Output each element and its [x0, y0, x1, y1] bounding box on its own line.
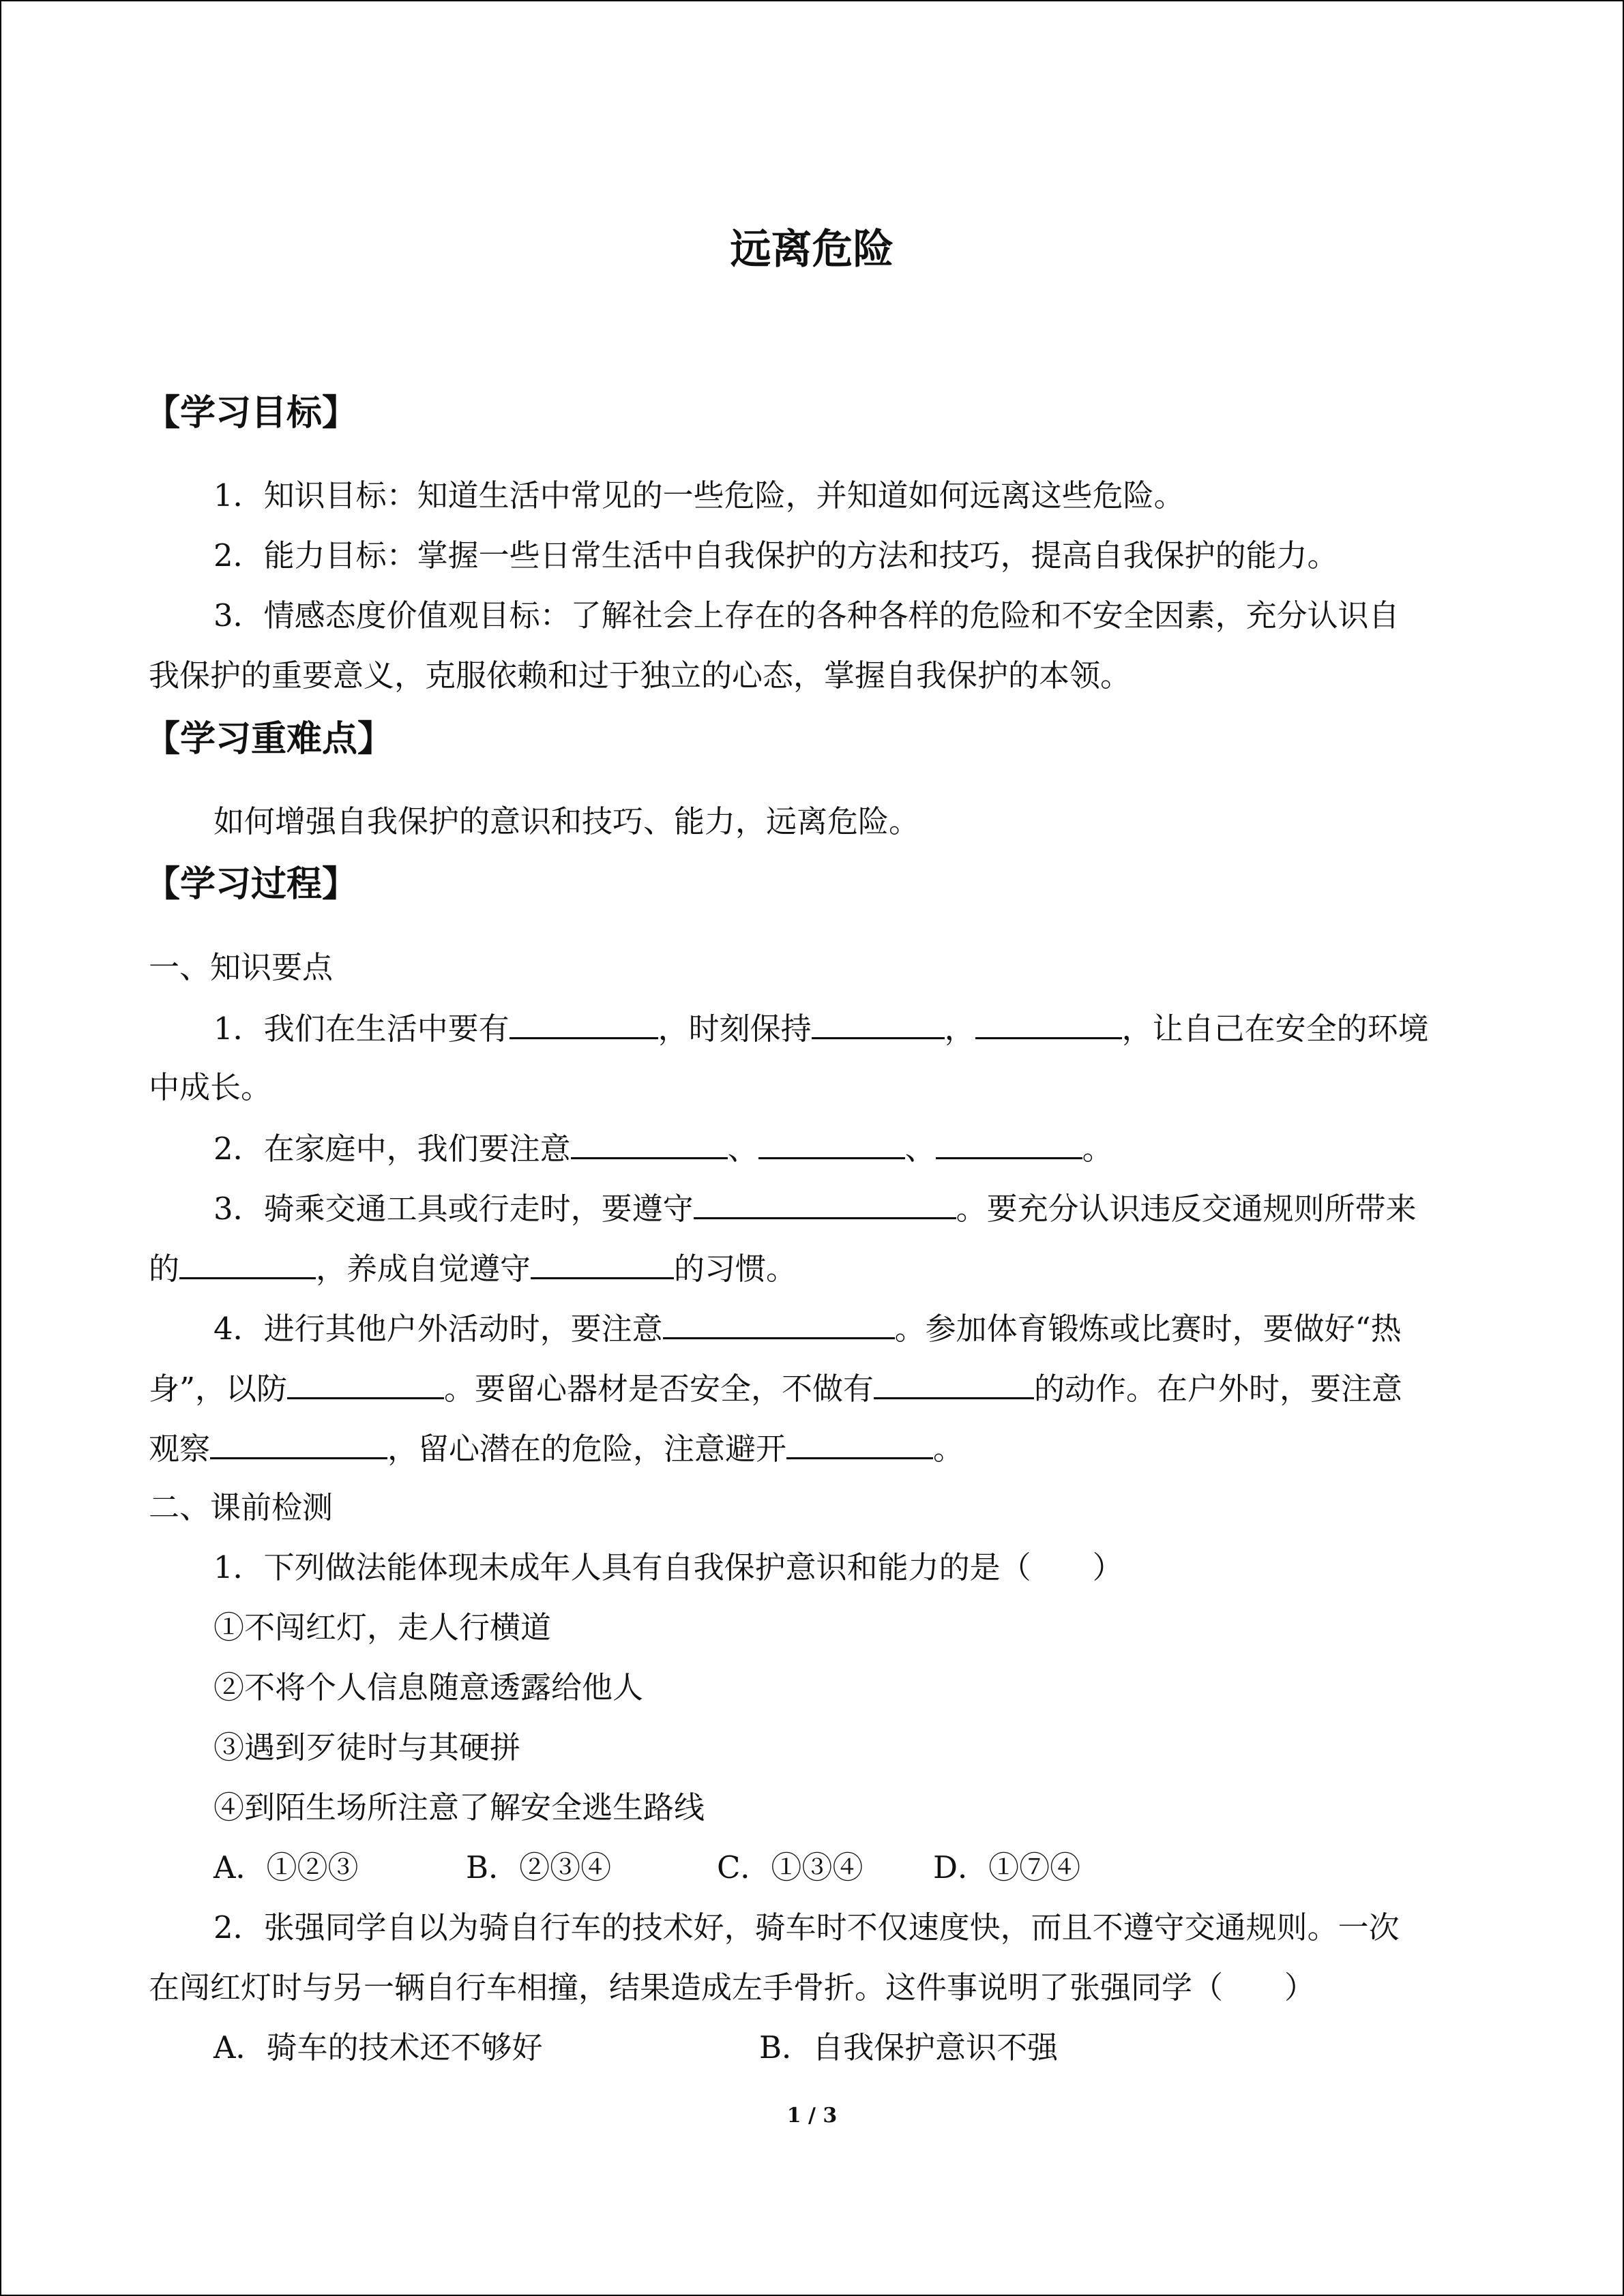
- fill-question-1-line-1: 1．我们在生活中要有 ，时刻保持 ， ，让自己在安全的环境: [213, 1007, 1429, 1049]
- section-heading-key-points: 【学习重难点】: [145, 719, 394, 760]
- fill-blank[interactable]: [510, 1007, 658, 1039]
- key-points-text: 如何增强自我保护的意识和技巧、能力，远离危险。: [213, 803, 920, 839]
- choice-question-2-line-2: 在闯红灯时与另一辆自行车相撞，结果造成左手骨折。这件事说明了张强同学（ ）: [149, 1969, 1316, 2006]
- choice-item: ①不闯红灯，走人行横道: [213, 1609, 552, 1645]
- fill-blank[interactable]: [694, 1187, 956, 1219]
- fill-blank[interactable]: [975, 1007, 1122, 1039]
- part2-title: 二、课前检测: [149, 1489, 334, 1525]
- fill-blank[interactable]: [287, 1367, 444, 1399]
- fill-blank[interactable]: [812, 1007, 945, 1039]
- section-heading-objectives: 【学习目标】: [145, 393, 358, 434]
- part1-title: 一、知识要点: [149, 949, 334, 985]
- fill-question-4-line-1: 4．进行其他户外活动时，要注意 。参加体育锻炼或比赛时，要做好“热: [213, 1307, 1402, 1350]
- fill-question-2: 2．在家庭中，我们要注意 、 、 。: [213, 1127, 1113, 1169]
- fill-question-4-line-2: 身”，以防 。要留心器材是否安全，不做有 的动作。在户外时，要注意: [149, 1367, 1402, 1410]
- objective-1: 1．知识目标：知道生活中常见的一些危险，并知道如何远离这些危险。: [213, 477, 1185, 513]
- option-a[interactable]: A．骑车的技术还不够好: [213, 2029, 543, 2066]
- fill-question-1-line-2: 中成长。: [149, 1069, 272, 1105]
- choice-item: ④到陌生场所注意了解安全逃生路线: [213, 1789, 705, 1825]
- fill-question-3-line-1: 3．骑乘交通工具或行走时，要遵守 。要充分认识违反交通规则所带来: [213, 1187, 1417, 1229]
- choice-question-2-line-1: 2．张强同学自以为骑自行车的技术好，骑车时不仅速度快，而且不遵守交通规则。一次: [213, 1909, 1400, 1945]
- objective-3-line-1: 3．情感态度价值观目标：了解社会上存在的各种各样的危险和不安全因素，充分认识自: [213, 597, 1400, 633]
- choice-item: ③遇到歹徒时与其硬拼: [213, 1729, 521, 1765]
- fill-blank[interactable]: [179, 1247, 316, 1279]
- objective-3-line-2: 我保护的重要意义，克服依赖和过于独立的心态，掌握自我保护的本领。: [149, 657, 1132, 694]
- option-a[interactable]: A．①②③: [213, 1849, 359, 1885]
- option-d[interactable]: D．①⑦④: [933, 1849, 1081, 1885]
- fill-blank[interactable]: [531, 1247, 674, 1279]
- choice-question-1: 1．下列做法能体现未成年人具有自我保护意识和能力的是（ ）: [213, 1549, 1123, 1585]
- fill-blank[interactable]: [210, 1427, 387, 1459]
- section-heading-process: 【学习过程】: [145, 864, 358, 905]
- fill-blank[interactable]: [663, 1307, 895, 1339]
- option-b[interactable]: B．②③④: [466, 1849, 612, 1885]
- page-title: 远离危险: [730, 226, 894, 273]
- option-c[interactable]: C．①③④: [717, 1849, 863, 1885]
- fill-blank[interactable]: [874, 1367, 1034, 1399]
- objective-2: 2．能力目标：掌握一些日常生活中自我保护的方法和技巧，提高自我保护的能力。: [213, 537, 1338, 573]
- choice-item: ②不将个人信息随意透露给他人: [213, 1669, 644, 1705]
- page-number: 1 / 3: [786, 2104, 838, 2128]
- fill-blank[interactable]: [758, 1127, 905, 1159]
- fill-blank[interactable]: [786, 1427, 933, 1459]
- fill-blank[interactable]: [936, 1127, 1082, 1159]
- option-b[interactable]: B．自我保护意识不强: [759, 2029, 1059, 2066]
- fill-blank[interactable]: [571, 1127, 728, 1159]
- fill-question-3-line-2: 的 ，养成自觉遵守 的习惯。: [149, 1247, 797, 1289]
- fill-question-4-line-3: 观察 ，留心潜在的危险，注意避开 。: [149, 1427, 964, 1470]
